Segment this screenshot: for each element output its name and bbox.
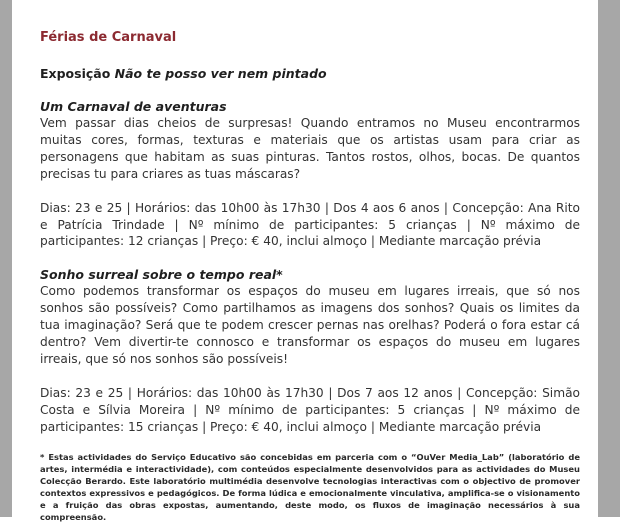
event-details: Dias: 23 e 25 | Horários: das 10h00 às 17h30 | Dos 7 aos 12 anos | Concepção: Simão Costa e Sílvia Moreira | Nº mínimo de participantes: 5 crianças | Nº máximo de participantes: 15 crianças | Preço: € 40, inclui almoço | Mediante marcação prévia	[40, 385, 580, 434]
event-description: Como podemos transformar os espaços do museu em lugares irreais, que só nos sonhos são possíveis? Como partilhamos as imagens dos sonhos? Quais os limites da tua imaginação? Será que te podem crescer pernas nas orelhas? Poderá o fora estar cá dentro? Vem divertir-te connosco e transformar os espaços do museu em lugares irreais, que só nos sonhos são possíveis!	[40, 284, 580, 366]
event-title: Um Carnaval de aventuras	[40, 99, 227, 114]
spacer	[40, 183, 580, 200]
event-title: Sonho surreal sobre o tempo real*	[40, 267, 283, 283]
spacer	[40, 368, 580, 385]
exhibition-prefix: Exposição	[40, 66, 111, 81]
exhibition-title: Não te posso ver nem pintado	[114, 66, 327, 81]
event-details: Dias: 23 e 25 | Horários: das 10h00 às 17h30 | Dos 4 aos 6 anos | Concepção: Ana Rito e Patrícia Trindade | Nº mínimo de participantes: 5 crianças | Nº máximo de participantes: 12 crianças | Preço: € 40, inclui almoço | Mediante marcação prévia	[40, 200, 580, 249]
event-description: Vem passar dias cheios de surpresas! Quando entramos no Museu encontrarmos muitas cores, formas, texturas e materiais que os artistas usam para criar as personagens que habitam as suas pinturas. Tantos rostos, olhos, bocas. De quantos precisas tu para criares as tuas máscaras?	[40, 116, 580, 181]
footnote: * Estas actividades do Serviço Educativo são concebidas em parceria com o “OuVer Media_Lab” (laboratório de artes, intermédia e interactividade), com conteúdos especialmente desenvolvidos para as actividades do Museu Colecção Berardo. Este laboratório multimédia desenvolve tecnologias interactivas com o objectivo de promover contextos expressivos e pedagógicos. De forma lúdica e emocionalmente vinculativa, amplifica-se o visionamento e a fruição das obras expostas, aumentando, deste modo, os fluxos de imaginação necessários à sua compreensão.	[40, 451, 580, 523]
document-page	[12, 0, 598, 523]
section-title: Férias de Carnaval	[40, 30, 177, 45]
spacer	[40, 250, 580, 267]
exhibition-heading	[40, 66, 580, 82]
